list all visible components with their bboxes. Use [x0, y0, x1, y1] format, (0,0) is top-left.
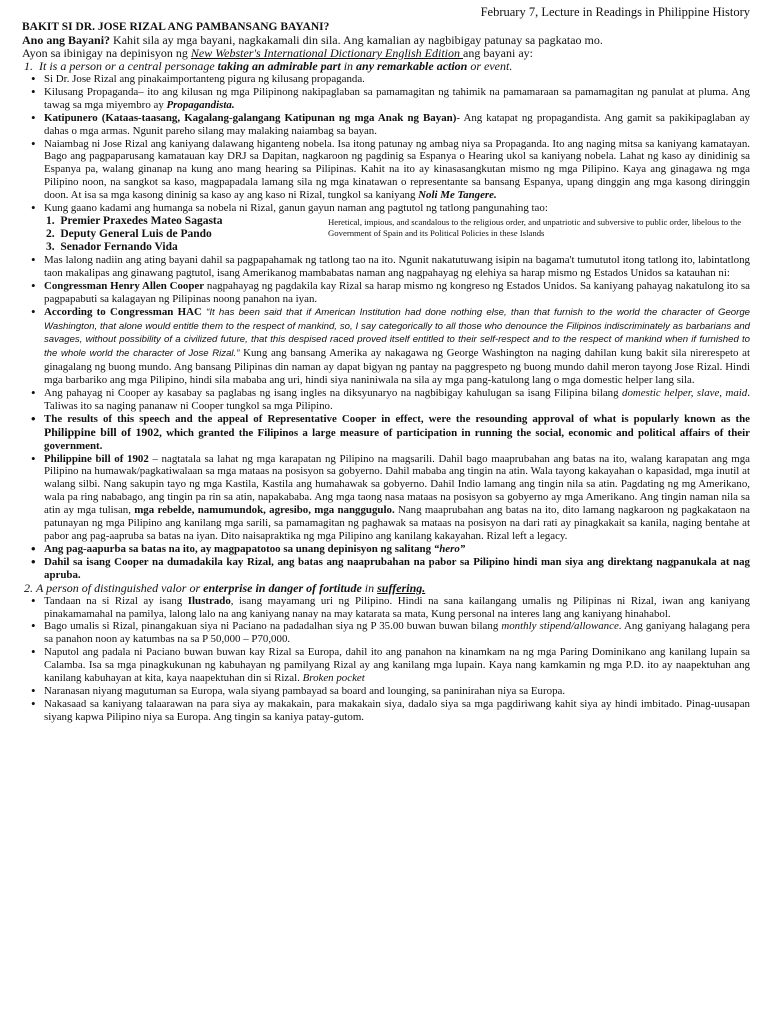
list-item [44, 646, 750, 685]
stipend-term: monthly stipend/allowance [501, 620, 619, 633]
list-item [44, 306, 750, 387]
list-item-text: Si Dr. Jose Rizal ang pinakaimportanteng pigura ng kilusang propaganda. [44, 73, 365, 85]
ilustrado-term: Ilustrado [187, 594, 231, 607]
document-page [22, 4, 750, 724]
definition-1-post: or event. [467, 59, 513, 73]
opponent-item [44, 215, 294, 228]
definition-1-number: 1. [24, 59, 33, 73]
list-item-text: nagpahayag ng pagdakila kay Rizal sa harap mismo ng kongreso ng Estados Unidos. Sa kaniyang pahayag nakatulong ito sa pagpapabuti sa kalagayan ng Pilipinas noong panahon na iyan. [44, 279, 751, 305]
opponent-number: 3. [46, 240, 55, 253]
list-item-text: Kung ang bansang Amerika ay nakagawa ng George Washington na naging dahilan kung bakit sila nirerespeto at ginagalang ng buong mundo. Ang bansang Pilipinas din naman ay dapat bigyan ng pantay na paggrespeto ng buong mundo dahil meron tayong Jose Rizal. Hindi mga barbariko ang mga Pilipino, hindi sila mababa ang uri, hindi siya naniniwala na sila ay mga pang-katulong lang o mga domestic helper lang sila. [44, 347, 750, 387]
definition-2-underlined: suffering. [377, 580, 426, 595]
definition-2-number: 2. [24, 580, 33, 595]
list-item [44, 543, 750, 556]
cooper-name: Congressman Henry Allen Cooper [44, 279, 205, 292]
bullet-list-3 [22, 595, 750, 724]
opponent-number: 2. [46, 227, 55, 240]
hero-word: “hero” [433, 542, 466, 555]
opponent-name: Premier Praxedes Mateo Sagasta [60, 214, 223, 227]
opponent-item [44, 228, 294, 241]
list-item-text: Nang maaprubahan ang batas na ito, dito lamang nagkaroon ng pagkakataon na patunayan ng mga Pilipino ang kanilang mga sarili, sa pamamagitan ng paghawak sa mataas na posisyon na dari rati ay pinagkakait sa kanila, naging bentahe at pabor ang pag-aapruba sa batas na iyan. Dito naisapraktika ng mga Pilipino ang kanilang kakayahan. Rizal left a legacy. [44, 504, 750, 542]
opponents-list [22, 215, 294, 254]
list-item [44, 202, 750, 215]
list-item-text: Dahil sa isang Cooper na dumadakila kay Rizal, ang batas ang naaprubahan na pabor sa Pilipino hindi man siya ang direktang nagpanukala at nag apruba. [44, 555, 750, 581]
intro-line-2-post: ang bayani ay: [463, 46, 533, 60]
intro-line-1-text: Kahit sila ay mga bayani, nagkakamali din sila. Ang kamalian ay nagbibigay patunay sa pagkatao mo. [110, 33, 603, 47]
list-item [44, 698, 750, 724]
list-item [44, 254, 750, 280]
list-item-text: Naputol ang padala ni Paciano buwan buwan kay Rizal sa Europa, dahil ito ang panahon na kinamkam na ng mga Paring Dominikano ang kanilang lupain sa Calamba. Isa sa mga pinagkukunan ng kabuhayan ng pamilyang Rizal ay ang kanilang mga lupain. Kaya nang kamkamin ng mga P.D. ito ay naapektuhan ang kanilang kabuhayan at kita, kaya naapektuhan din si Rizal. [44, 646, 750, 685]
bullet-list-1 [22, 73, 750, 215]
bill-1902-bold-phrase: mga rebelde, namumundok, agresibo, mga nanggugulo. [134, 504, 395, 517]
definition-2-pre: A person of distinguished valor or [36, 580, 204, 595]
list-item [44, 556, 750, 582]
dictionary-source: New Webster's International Dictionary English Edition [190, 46, 463, 60]
list-item [44, 685, 750, 698]
broken-pocket-term: Broken pocket [302, 672, 365, 685]
opponent-name: Senador Fernando Vida [60, 240, 178, 253]
list-item-text: . Ang ganiyang halagang pera sa panahon noon ay katumbas na sa P 50,000 – P70,000. [44, 620, 750, 646]
definition-1-pre: It is a person or a central personage [39, 59, 218, 73]
list-item-text: – nagtatala sa lahat ng mga karapatan ng Pilipino na magsarili. Dahil bago maaprubahan ang batas na ito, walang karapatan ang mga Pilipino na humawak/pagkatiwalaan sa mga mataas na posisyon sa gobyerno. Dahil mababa ang tingin na atin. Wala tayong kakayahan o kapasidad, mga inutil at walang silbi. Nang sakupin tayo ng mga Kastila, Kastila ang humahawak sa gobyerno. Dahil Indio lamang ang tingin nila sa atin. Pagdating ng mg Amerikano, wala pa ring nababago, ang tingin pa rin sa atin, napakababa. Ang mga taong nasa mataas na posisyon sa gobyerno ay mga Amerikano. Ang tingin naman nila sa atin ay mga tulisan, [44, 452, 750, 517]
list-item-text: Ang pahayag ni Cooper ay kasabay sa paglabas ng isang ingles na diksyunaryo na nagbibigay kahulugan sa isang Filipina bilang [44, 387, 623, 400]
opponent-name: Deputy General Luis de Pando [60, 227, 212, 240]
list-item-text: , isang mayamang uri ng Pilipino. Hindi na sana kailangang umalis ng Pilipinas ni Rizal, iwan ang kaniyang pinakamamahal na pamilya, lalong lalo na ang kaniyang nanay na may katarata sa mata, Kung personal na interes lang ang kaniyang hinahabol. [44, 594, 750, 620]
lecture-date-header: February 7, Lecture in Readings in Philippine History [480, 5, 750, 19]
list-item [44, 112, 750, 138]
list-item-text: Naranasan niyang magutuman sa Europa, wala siyang pambayad sa board and lounging, sa paninirahan niya sa Europa. [44, 684, 566, 697]
opponents-quote: Heretical, impious, and scandalous to the religious order, and unpatriotic and subversive to public order, libelous to the Government of Spain and its Political Policies in these Islands [328, 216, 742, 238]
list-item-text: . Taliwas ito sa naging pananaw ni Cooper tungkol sa mga Pilipino. [44, 387, 750, 412]
list-item [44, 73, 750, 86]
list-item-text: Naiambag ni Jose Rizal ang kaniyang dalawang higanteng nobela. Isa itong patunay ng ambag niya sa Propaganda. Ito ang naging mitsa sa kaniyang kamatayan. Bago ang pagpaparusang kamatauan kay DRJ sa Dapitan, nagkaroon ng pagdinig sa Espanya o Hearing ukol sa kaniyang nobela. Lahat ng kaso ay dinidinig sa Espanya pa, walang ginanap na kung ano mang hearing sa Pilipinas. Kahit na ito ay kinasasangkutan mismo ng mga Pilipino. Kaya ang ginagawa ng mga Pilipino noon, na sangkot sa kaso, magpapadala lamang sila ng mga kinatawan o representante sa bansang Espanya, upang dinggin ang mga kasong diringgin doon. At isa sa mga kasong dininig sa kaso ay ang kaso ni Rizal, tungkol sa kaniyang [44, 137, 750, 202]
list-item [44, 280, 750, 306]
list-item [44, 620, 750, 646]
katipunero-term: Katipunero (Kataas-taasang, Kagalang-galangang Katipunan ng mga Anak ng Bayan) [44, 111, 457, 124]
list-item [44, 86, 750, 112]
list-item-text: Ang pag-aapurba sa batas na ito, ay magpapatotoo sa unang depinisyon ng salitang [44, 542, 432, 555]
list-item-text: Mas lalong nadiin ang ating bayani dahil sa pagpapahamak ng tatlong tao na ito. Ngunit nakatutuwang isipin na bagama't tumututol itong tatlong ito, labintatlong taon makalipas ang ginawang pagtutol, isang Amerikanog mambabatas naman ang nagpahayag ng elehiya sa harap mismo ng Estados Unidos sa katauhan ni: [44, 253, 750, 279]
definition-1-bold-1: taking an admirable part [217, 59, 341, 73]
list-item-text: Tandaan na si Rizal ay isang [44, 594, 188, 607]
definition-2-mid: in [361, 580, 378, 595]
document-title: BAKIT SI DR. JOSE RIZAL ANG PAMBANSANG BAYANI? [22, 21, 330, 33]
bill-1902-term: Philippine bill of 1902 [44, 452, 149, 465]
intro-question: Ano ang Bayani? [22, 33, 111, 47]
opponents-block [22, 215, 750, 254]
list-item-text: Bago umalis si Rizal, pinangakuan siya ni Paciano na padadalhan siya ng P 35.00 buwan buwan bilang [44, 620, 502, 633]
definition-2-bold: enterprise in danger of fortitude [203, 580, 362, 595]
list-item [44, 387, 750, 413]
definition-1 [22, 60, 750, 73]
bullet-list-2 [22, 254, 750, 582]
list-item-text: Nakasaad sa kaniyang talaarawan na para siya ay makakain, para makakain siya, dadalo siya sa mga pagdiriwang kahit siya ay hindi imbitado. Pinag-uusapan siyang kapwa Pilipino niya sa Europa. Ang tingin sa kaniya patay-gutom. [44, 697, 750, 723]
list-item-text: The results of this speech and the appeal of Representative Cooper in effect, were the resounding approval of what is popularly known as the [44, 412, 750, 425]
list-item [44, 595, 750, 621]
definition-2 [22, 582, 750, 595]
cooper-quote: “It has been said that if American Institution had done nothing else, than that furnish to the world the character of George Washington, that alone would entitle them to the respect of mankind, so, I say categorically to all those who denounce the Filipinos indiscriminately as barbarians and savages, without possibility of a civilized future, that this despised raced proved itself entitled to their self-respect and to the respect of mankind when if furnished to the whole world the character of Jose Rizal.” [44, 306, 750, 360]
opponent-number: 1. [46, 214, 55, 227]
hac-label: According to Congressman HAC [44, 305, 207, 318]
definition-1-mid: in [340, 59, 357, 73]
novel-title: Noli Me Tangere. [418, 189, 497, 202]
list-item [44, 413, 750, 453]
list-item [44, 453, 750, 543]
list-item-text: Kung gaano kadami ang humanga sa nobela ni Rizal, ganun gayun naman ang pagtutol ng tatlong pangunahing tao: [44, 202, 548, 215]
intro-line-2-pre: Ayon sa ibinigay na depinisyon ng [22, 46, 191, 60]
list-item-text: - Ang katapat ng propagandista. Ang gamit sa pakikipaglaban ay dahas o mga armas. Ngunit pareho silang may malaking naiambag sa bayan. [44, 111, 750, 137]
list-item [44, 138, 750, 203]
opponent-item [44, 241, 294, 254]
bill-name: Philippine bill of 1902 [44, 424, 160, 439]
definition-1-bold-2: any remarkable action [356, 59, 468, 73]
domestic-terms: domestic helper, slave, maid [622, 387, 748, 400]
list-item-text: , which granted the Filipinos a large measure of participation in running the social, economic and political affairs of their government. [44, 426, 750, 452]
list-item-text: Kilusang Propaganda– ito ang kilusan ng mga Pilipinong nakipaglaban sa pamamagitan ng tahimik na pamamaraan sa pamamagitan ng panulat at pluma. Ang tawag sa mga miyembro ay [44, 85, 750, 111]
propagandista-term: Propagandista. [166, 98, 235, 111]
